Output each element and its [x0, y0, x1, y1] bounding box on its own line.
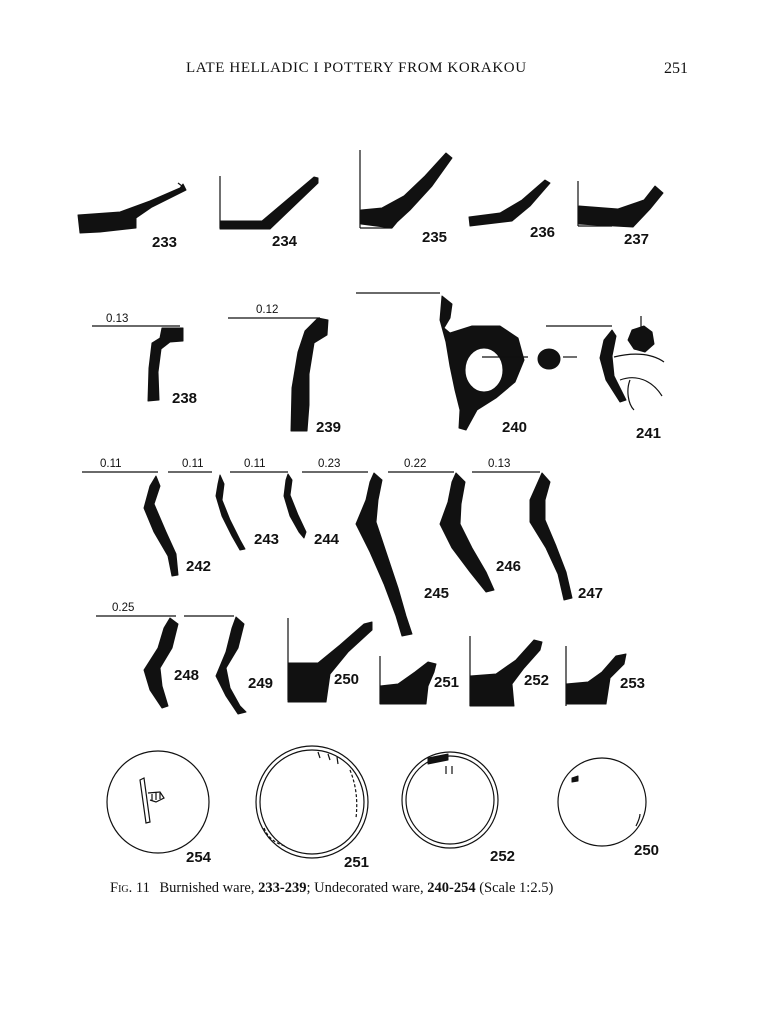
- sherd-number-237: 237: [624, 231, 650, 248]
- sherd-number-239: 239: [316, 419, 342, 436]
- sherd-profile-248: [144, 618, 178, 708]
- page-number: 251: [664, 60, 688, 77]
- sherd-number-240: 240: [502, 419, 528, 436]
- base-number-250: 250: [634, 842, 660, 859]
- caption-scale: (Scale 1:2.5): [479, 880, 554, 896]
- sherd-profile-241: [600, 316, 664, 410]
- caption-part2: ; Undecorated ware,: [306, 880, 424, 896]
- sherd-number-252: 252: [524, 672, 550, 689]
- diameter-246: 0.22: [404, 458, 427, 470]
- sherd-number-241: 241: [636, 425, 662, 442]
- base-view-254: [107, 751, 209, 853]
- base-number-251: 251: [344, 854, 370, 871]
- caption-range2: 240-254: [427, 880, 476, 896]
- diameter-239: 0.12: [256, 304, 279, 316]
- sherd-number-235: 235: [422, 229, 448, 246]
- figure-label: Fig. 11: [110, 880, 150, 896]
- sherd-number-247: 247: [578, 585, 604, 602]
- base-view-250: [558, 758, 646, 846]
- sherd-number-234: 234: [272, 233, 298, 250]
- sherd-profile-251: [380, 656, 436, 704]
- diameter-243: 0.11: [182, 458, 204, 470]
- sherd-profile-245: [356, 473, 412, 636]
- sherd-number-250: 250: [334, 671, 360, 688]
- sherd-profile-253: [566, 646, 626, 706]
- sherd-number-236: 236: [530, 224, 556, 241]
- sherd-profile-242: [144, 476, 178, 576]
- running-title: LATE HELLADIC I POTTERY FROM KORAKOU: [186, 60, 527, 76]
- base-number-252: 252: [490, 848, 516, 865]
- caption-part1: Burnished ware,: [159, 880, 255, 896]
- base-view-252: [402, 752, 498, 848]
- sherd-profile-233: [78, 183, 186, 233]
- sherd-number-253: 253: [620, 675, 646, 692]
- sherd-number-233: 233: [152, 234, 178, 251]
- sherd-profile-243: [216, 475, 245, 550]
- sherd-profile-247: [530, 473, 572, 600]
- sherd-number-245: 245: [424, 585, 450, 602]
- sherd-profile-234: [220, 176, 318, 229]
- sherd-profile-239: [291, 318, 328, 431]
- sherd-profile-244: [284, 474, 306, 538]
- sherd-number-246: 246: [496, 558, 522, 575]
- diameter-248: 0.25: [112, 602, 135, 614]
- diameter-245: 0.23: [318, 458, 341, 470]
- caption-range1: 233-239: [258, 880, 307, 896]
- sherd-profile-252: [470, 636, 542, 706]
- sherd-profile-240: [440, 296, 577, 430]
- sherd-number-248: 248: [174, 667, 200, 684]
- sherd-profile-249: [216, 617, 246, 714]
- sherd-profile-235: [360, 150, 452, 228]
- sherd-profile-246: [440, 473, 494, 592]
- figure-caption: [110, 880, 730, 897]
- sherd-number-242: 242: [186, 558, 212, 575]
- sherd-number-243: 243: [254, 531, 280, 548]
- sherd-number-244: 244: [314, 531, 340, 548]
- sherd-number-249: 249: [248, 675, 274, 692]
- sherd-number-251: 251: [434, 674, 460, 691]
- diameter-242: 0.11: [100, 458, 122, 470]
- base-number-254: 254: [186, 849, 212, 866]
- diameter-247: 0.13: [488, 458, 511, 470]
- base-view-251: [256, 746, 368, 858]
- diameter-238: 0.13: [106, 313, 129, 325]
- sherd-number-238: 238: [172, 390, 198, 407]
- sherd-profile-237: [578, 181, 663, 227]
- sherd-profile-250: [288, 618, 372, 702]
- sherd-profile-236: [469, 180, 550, 226]
- diameter-244: 0.11: [244, 458, 266, 470]
